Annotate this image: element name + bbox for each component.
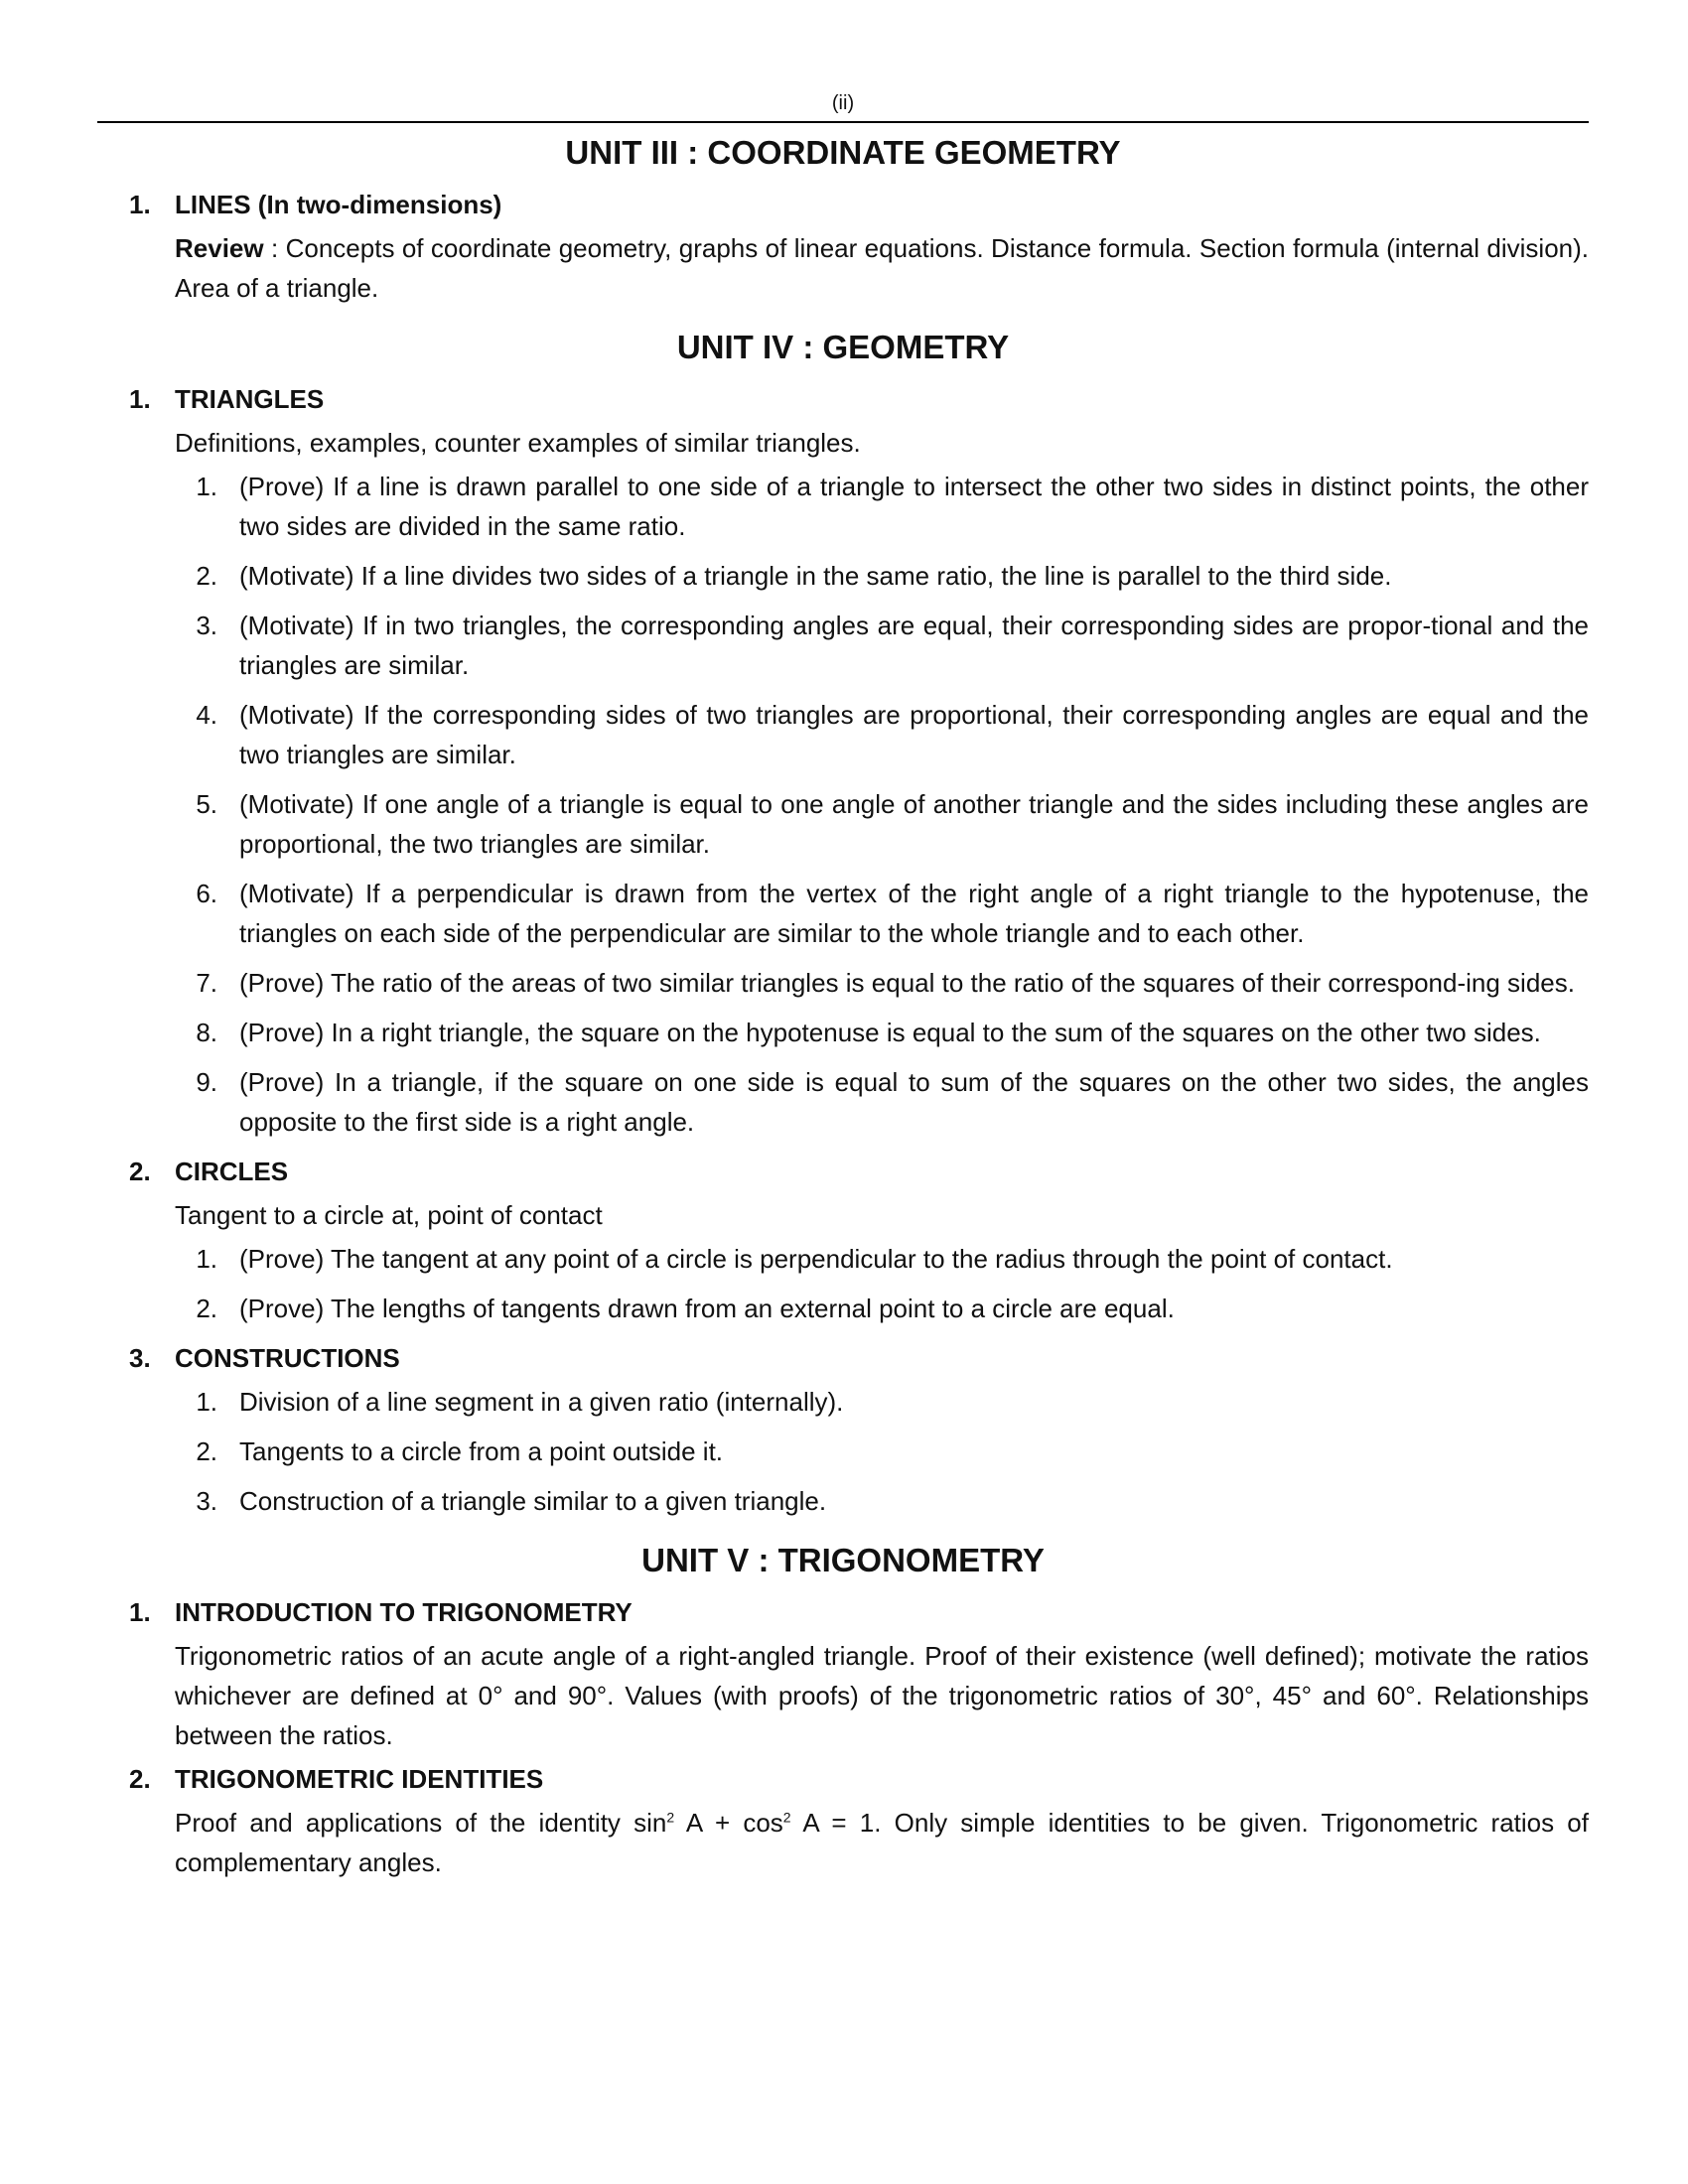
superscript: 2 [666, 1809, 675, 1826]
list-item [97, 606, 1589, 685]
item-number: 9. [196, 1067, 217, 1097]
item-number: 2. [196, 561, 217, 591]
section-heading [97, 1338, 1589, 1378]
item-text: (Motivate) If the corresponding sides of two triangles are proportional, their corresponding angles are equal and the two triangles are similar. [239, 700, 1589, 769]
superscript: 2 [782, 1809, 791, 1826]
item-number: 2. [196, 1294, 217, 1323]
section-heading [97, 1152, 1589, 1191]
list-item [97, 1013, 1589, 1052]
section-title: CIRCLES [175, 1157, 289, 1186]
item-text: (Prove) The lengths of tangents drawn from an external point to a circle are equal. [239, 1294, 1175, 1323]
numbered-list [97, 1239, 1589, 1328]
list-item [97, 1289, 1589, 1328]
item-number: 8. [196, 1018, 217, 1047]
document-page [97, 91, 1589, 1882]
review-paragraph [175, 228, 1589, 308]
item-text: Construction of a triangle similar to a given triangle. [239, 1486, 827, 1516]
identity-paragraph [175, 1803, 1589, 1882]
unit-title: UNIT III : COORDINATE GEOMETRY [565, 134, 1121, 171]
item-number: 5. [196, 789, 217, 819]
item-text: (Motivate) If one angle of a triangle is equal to one angle of another triangle and the sides including these angles are proportional, the two triangles are similar. [239, 789, 1589, 859]
section-number: 2. [129, 1764, 151, 1794]
unit-title: UNIT IV : GEOMETRY [676, 329, 1010, 365]
list-item [97, 695, 1589, 774]
section-title: TRIANGLES [175, 384, 325, 414]
item-number: 3. [196, 1486, 217, 1516]
section-title: INTRODUCTION TO TRIGONOMETRY [175, 1597, 633, 1627]
item-text: (Prove) The ratio of the areas of two similar triangles is equal to the ratio of the squares of their correspond-ing sides. [239, 968, 1575, 998]
list-item [97, 784, 1589, 864]
list-item [97, 1481, 1589, 1521]
list-item [97, 1239, 1589, 1279]
section-heading [97, 185, 1589, 224]
identity-text-after: A = 1. Only simple identities to be given. Trigonometric ratios of complementary angles. [175, 1808, 1589, 1877]
list-item [97, 874, 1589, 953]
item-number: 4. [196, 700, 217, 730]
item-number: 7. [196, 968, 217, 998]
list-item [97, 467, 1589, 546]
numbered-list [97, 467, 1589, 1142]
section-intro: Definitions, examples, counter examples of similar triangles. [175, 428, 861, 458]
identity-text-middle: A + cos [674, 1808, 783, 1838]
item-text: (Prove) In a right triangle, the square on the hypotenuse is equal to the sum of the squares on the other two sides. [239, 1018, 1541, 1047]
review-label: Review [175, 233, 264, 263]
section-heading [97, 1759, 1589, 1799]
item-text: (Prove) The tangent at any point of a circle is perpendicular to the radius through the point of contact. [239, 1244, 1393, 1274]
section-number: 1. [129, 190, 151, 219]
section-intro: Tangent to a circle at, point of contact [175, 1200, 603, 1230]
section-heading [97, 379, 1589, 419]
section-title: TRIGONOMETRIC IDENTITIES [175, 1764, 544, 1794]
item-text: (Prove) In a triangle, if the square on one side is equal to sum of the squares on the other two sides, the angles opposite to the first side is a right angle. [239, 1067, 1589, 1137]
item-text: Tangents to a circle from a point outside it. [239, 1436, 724, 1466]
list-item [97, 963, 1589, 1003]
section-title: CONSTRUCTIONS [175, 1343, 400, 1373]
item-number: 3. [196, 611, 217, 640]
list-item [97, 1382, 1589, 1422]
section-number: 3. [129, 1343, 151, 1373]
item-text: (Prove) If a line is drawn parallel to one side of a triangle to intersect the other two sides in distinct points, the other two sides are divided in the same ratio. [239, 472, 1589, 541]
identity-text-before: Proof and applications of the identity sin [175, 1808, 667, 1838]
numbered-list [97, 1382, 1589, 1521]
item-number: 1. [196, 1387, 217, 1417]
page-number: (ii) [831, 92, 855, 114]
unit-title: UNIT V : TRIGONOMETRY [641, 1542, 1045, 1578]
item-text: (Motivate) If a line divides two sides of a triangle in the same ratio, the line is parallel to the third side. [239, 561, 1392, 591]
list-item [97, 556, 1589, 596]
list-item [97, 1062, 1589, 1142]
section-number: 2. [129, 1157, 151, 1186]
item-number: 1. [196, 1244, 217, 1274]
item-text: (Motivate) If in two triangles, the corresponding angles are equal, their corresponding sides are propor-tional and the triangles are similar. [239, 611, 1589, 680]
section-heading [97, 1592, 1589, 1632]
review-text: : Concepts of coordinate geometry, graphs of linear equations. Distance formula. Section formula (internal division). Area of a triangle. [175, 233, 1589, 303]
section-intro: Trigonometric ratios of an acute angle of a right-angled triangle. Proof of their existence (well defined); motivate the ratios whichever are defined at 0° and 90°. Values (with proofs) of the trigonometric ratios of 30°, 45° and 60°. Relationships between the ratios. [175, 1641, 1589, 1750]
section-title: LINES (In two-dimensions) [175, 190, 502, 219]
item-text: (Motivate) If a perpendicular is drawn from the vertex of the right angle of a right triangle to the hypotenuse, the triangles on each side of the perpendicular are similar to the whole triangle and to each other. [239, 879, 1589, 948]
header-rule [97, 121, 1589, 123]
list-item [97, 1432, 1589, 1471]
item-number: 2. [196, 1436, 217, 1466]
section-number: 1. [129, 384, 151, 414]
item-text: Division of a line segment in a given ratio (internally). [239, 1387, 844, 1417]
item-number: 1. [196, 472, 217, 501]
section-number: 1. [129, 1597, 151, 1627]
item-number: 6. [196, 879, 217, 908]
